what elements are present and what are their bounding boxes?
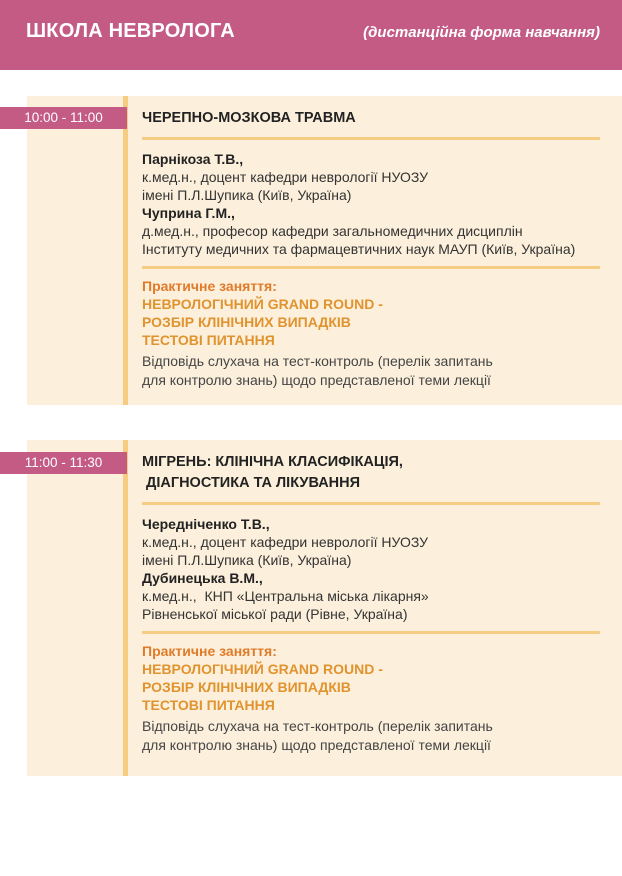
divider [142,266,600,269]
speaker-info: к.мед.н., доцент кафедри неврології НУОЗУ [142,169,429,185]
speaker-name: Чередніченко Т.В., [142,516,270,532]
session-content [142,108,612,390]
time-badge: 10:00 - 11:00 [0,107,127,129]
practical-title: НЕВРОЛОГІЧНИЙ GRAND ROUND - [142,661,383,677]
session-block [27,96,622,405]
session-block [27,440,622,776]
practical-label: Практичне заняття: [142,643,277,659]
speaker-info: к.мед.н., доцент кафедри неврології НУОЗУ [142,534,429,550]
page-subtitle: (дистанційна форма навчання) [363,24,600,41]
practical-label: Практичне заняття: [142,278,277,294]
speaker-info: Рівненської міської ради (Рівне, Україна) [142,606,408,622]
session-title: ЧЕРЕПНО-МОЗКОВА ТРАВМА [142,110,356,126]
practical-description: для контролю знань) щодо представленої теми лекції [142,737,491,753]
time-badge: 11:00 - 11:30 [0,452,127,474]
speaker-info: Інституту медичних та фармацевтичних наук МАУП (Київ, Україна) [142,241,576,257]
speaker-name: Дубинецька В.М., [142,570,263,586]
practical-title: РОЗБІР КЛІНІЧНИХ ВИПАДКІВ [142,314,351,330]
practical-title: РОЗБІР КЛІНІЧНИХ ВИПАДКІВ [142,679,351,695]
practical-title: ТЕСТОВІ ПИТАННЯ [142,697,275,713]
practical-description: для контролю знань) щодо представленої теми лекції [142,372,491,388]
speaker-info: к.мед.н., КНП «Центральна міська лікарня» [142,588,429,604]
divider [142,137,600,140]
page-header [0,0,622,70]
speaker-info: імені П.Л.Шупика (Київ, Україна) [142,187,352,203]
speaker-info: д.мед.н., професор кафедри загальномедичних дисциплін [142,223,523,239]
session-content [142,452,612,755]
practical-title: НЕВРОЛОГІЧНИЙ GRAND ROUND - [142,296,383,312]
practical-description: Відповідь слухача на тест-контроль (перелік запитань [142,353,493,369]
practical-title: ТЕСТОВІ ПИТАННЯ [142,332,275,348]
speaker-info: імені П.Л.Шупика (Київ, Україна) [142,552,352,568]
practical-description: Відповідь слухача на тест-контроль (перелік запитань [142,718,493,734]
divider [142,502,600,505]
timeline-divider [123,96,128,405]
session-title: ДІАГНОСТИКА ТА ЛІКУВАННЯ [142,475,361,491]
timeline-divider [123,440,128,776]
page-title: ШКОЛА НЕВРОЛОГА [26,20,235,42]
session-title: МІГРЕНЬ: КЛІНІЧНА КЛАСИФІКАЦІЯ, [142,454,403,470]
speaker-name: Чуприна Г.М., [142,205,235,221]
speaker-name: Парнікоза Т.В., [142,151,244,167]
divider [142,631,600,634]
